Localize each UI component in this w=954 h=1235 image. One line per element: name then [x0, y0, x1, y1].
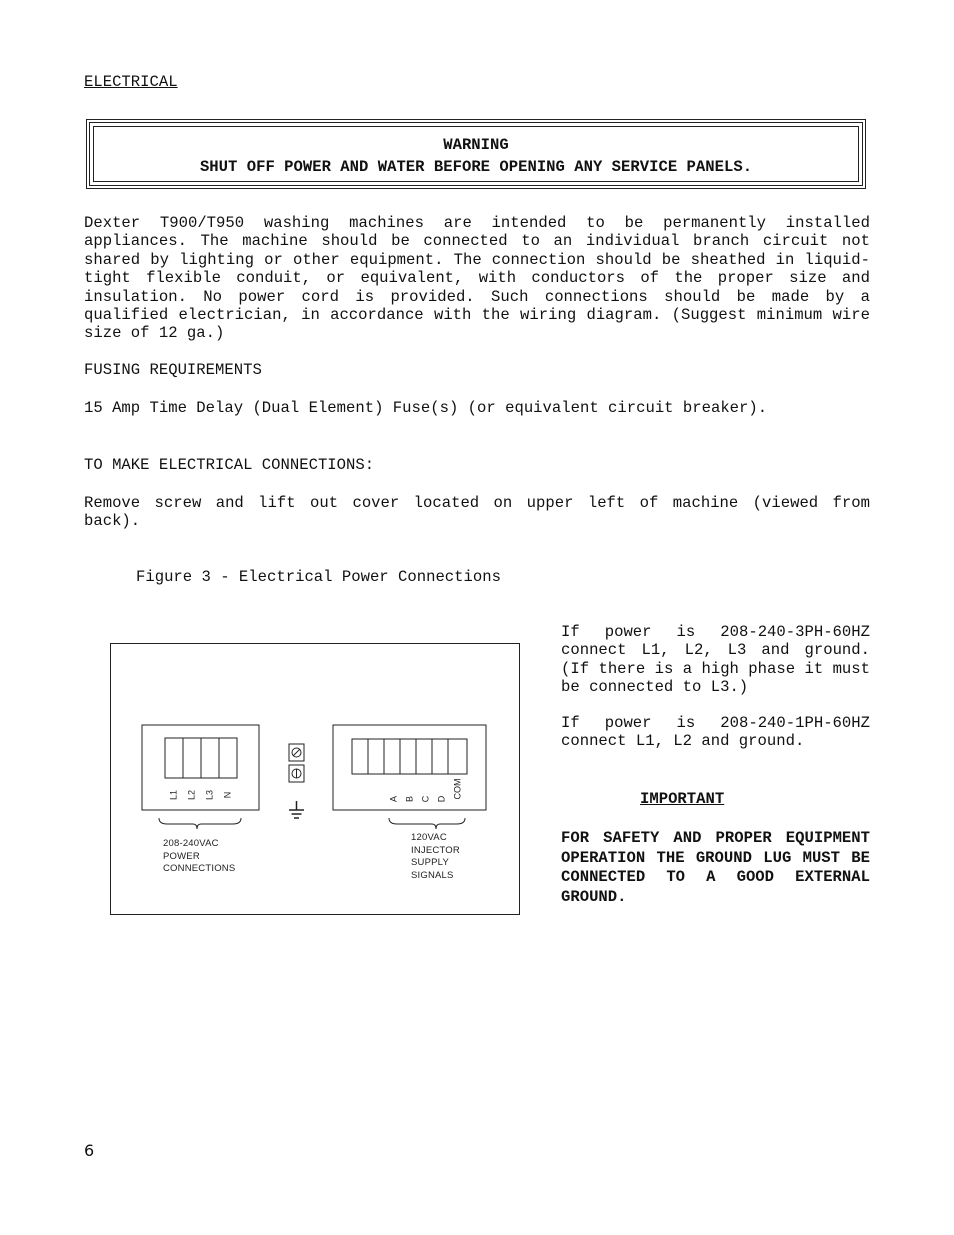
wiring-diagram: [110, 643, 520, 915]
injector-terminal: [448, 739, 467, 774]
injector-terminal: [432, 739, 448, 774]
warning-box: [86, 119, 866, 189]
injector-terminal-label: B: [404, 795, 415, 803]
injector-terminal: [352, 739, 368, 774]
section-title: ELECTRICAL: [84, 73, 178, 91]
important-heading: IMPORTANT: [640, 790, 725, 808]
ground-lug: [289, 744, 304, 782]
figure-caption: Figure 3 - Electrical Power Connections: [136, 568, 501, 586]
connections-heading: TO MAKE ELECTRICAL CONNECTIONS:: [84, 456, 375, 474]
page-number: 6: [84, 1141, 95, 1160]
power-terminal-label: L3: [204, 789, 215, 801]
power-terminal-label: N: [222, 791, 233, 799]
intro-paragraph: Dexter T900/T950 washing machines are intended to be permanently installed appliances. The machine should be connected to an individual branch circuit not shared by lighting or other equipment. The connection should be sheathed in liquid-tight flexible conduit, or equivalent, with conductors of the proper size and insulation. No power cord is provided. Such connections should be made by a qualified electrician, in accordance with the wiring diagram. (Suggest minimum wire size of 12 ga.): [84, 214, 870, 343]
injector-terminal: [416, 739, 432, 774]
power-terminals: [165, 738, 237, 778]
power-terminal: [183, 738, 201, 778]
injector-terminal-label: A: [388, 795, 399, 803]
power-brace: [159, 818, 241, 829]
injector-terminal: [368, 739, 384, 774]
injector-terminal-label: COM: [452, 778, 463, 800]
important-text: FOR SAFETY AND PROPER EQUIPMENT OPERATION THE GROUND LUG MUST BE CONNECTED TO A GOOD EXTERNAL GROUND.: [561, 829, 870, 906]
injector-brace: [389, 818, 465, 829]
fusing-text: 15 Amp Time Delay (Dual Element) Fuse(s) (or equivalent circuit breaker).: [84, 399, 768, 417]
warning-message: SHUT OFF POWER AND WATER BEFORE OPENING ANY SERVICE PANELS.: [199, 158, 753, 176]
ground-symbol-icon: [289, 801, 304, 818]
injector-terminal-label: C: [420, 795, 431, 803]
injector-terminals: [352, 739, 467, 774]
injector-terminal-label: D: [436, 795, 447, 803]
single-phase-note: If power is 208-240-1PH-60HZ connect L1, L2 and ground.: [561, 714, 870, 751]
three-phase-note: If power is 208-240-3PH-60HZ connect L1, L2, L3 and ground. (If there is a high phase it must be connected to L3.): [561, 623, 870, 697]
injector-signals-label: 120VAC INJECTOR SUPPLY SIGNALS: [411, 832, 460, 881]
power-terminal: [201, 738, 219, 778]
fusing-heading: FUSING REQUIREMENTS: [84, 361, 262, 379]
power-terminal-label: L2: [186, 789, 197, 801]
power-connections-label: 208-240VAC POWER CONNECTIONS: [163, 838, 236, 874]
injector-terminal: [400, 739, 416, 774]
power-terminal: [165, 738, 183, 778]
injector-terminal: [384, 739, 400, 774]
warning-heading: WARNING: [443, 136, 509, 154]
connections-text: Remove screw and lift out cover located on upper left of machine (viewed from back).: [84, 494, 870, 531]
power-terminal: [219, 738, 237, 778]
power-terminal-label: L1: [168, 789, 179, 801]
